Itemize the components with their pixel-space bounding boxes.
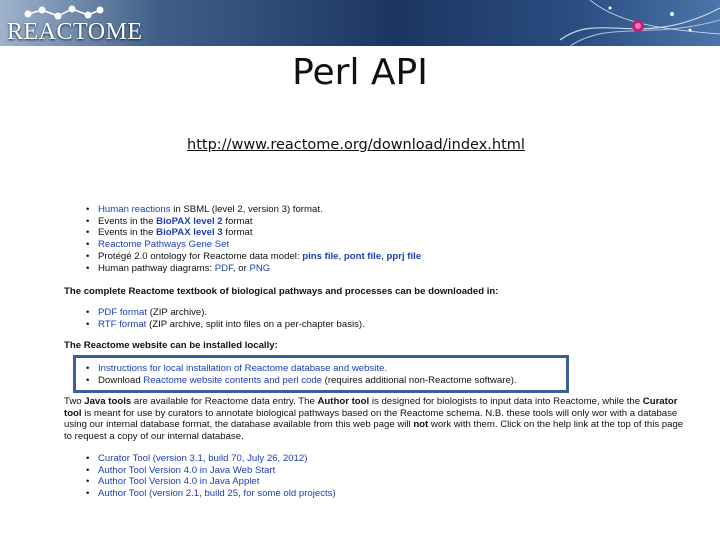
- text-segment: not: [413, 419, 429, 431]
- textbook-list: [86, 307, 365, 330]
- page-link[interactable]: Curator Tool (version 3.1, build 70, July 26, 2012): [98, 453, 308, 464]
- list-item: [86, 363, 517, 375]
- list-item: [86, 216, 421, 228]
- page-link[interactable]: Human reactions: [98, 204, 171, 215]
- text-segment: Java tools: [84, 396, 132, 407]
- page-link[interactable]: BioPAX level 3: [156, 227, 223, 239]
- text-segment: in SBML (level 2, version 3) format.: [170, 204, 323, 215]
- list-item: [86, 251, 421, 263]
- text-segment: (ZIP archive, split into files on a per-chapter basis).: [146, 318, 365, 330]
- textbook-heading: The complete Reactome textbook of biological pathways and processes can be downloaded in:: [64, 286, 499, 297]
- page-title: Perl API: [292, 52, 428, 93]
- list-item: [86, 227, 421, 239]
- page-link[interactable]: BioPAX level 2: [156, 215, 223, 227]
- text-segment: (requires additional non-Reactome software).: [322, 374, 517, 386]
- list-item: [86, 204, 421, 216]
- text-segment: Curator tool: [64, 396, 678, 419]
- page-link[interactable]: Reactome website contents and perl code: [143, 374, 322, 386]
- download-page-screenshot: [62, 190, 690, 510]
- text-segment: Author tool: [317, 396, 370, 407]
- page-link[interactable]: pont file: [343, 250, 382, 262]
- text-segment: Protégé 2.0 ontology for Reactome data model:: [98, 250, 303, 262]
- page-link[interactable]: RTF format: [98, 318, 147, 330]
- text-segment: , or: [232, 262, 250, 274]
- page-link[interactable]: pprj file: [386, 250, 422, 262]
- text-segment: Two: [64, 396, 85, 407]
- list-item: [86, 488, 336, 500]
- list-item: [86, 453, 336, 465]
- text-segment: ,: [381, 250, 387, 262]
- text-segment: format: [222, 215, 253, 227]
- page-link[interactable]: Author Tool (version 2.1, build 25, for some old projects): [98, 488, 336, 500]
- list-item: [86, 239, 421, 251]
- page-link[interactable]: Instructions for local installation of Reactome database and website.: [98, 363, 388, 374]
- java-tools-paragraph: [64, 396, 686, 443]
- decorative-swirl-graphic: [560, 0, 720, 46]
- text-segment: is designed for biologists to input data into Reactome, while the: [369, 396, 643, 407]
- reactome-banner: [0, 0, 720, 46]
- install-list: [86, 363, 517, 386]
- text-segment: format: [222, 227, 253, 239]
- formats-list: [86, 204, 421, 274]
- page-link[interactable]: PDF format: [98, 307, 148, 318]
- list-item: [86, 465, 336, 477]
- text-segment: Events in the: [98, 227, 157, 239]
- list-item: [86, 307, 365, 319]
- list-item: [86, 476, 336, 488]
- page-link[interactable]: pins file: [302, 250, 339, 262]
- text-segment: are available for Reactome data entry. The: [131, 396, 318, 407]
- text-segment: Download: [98, 374, 144, 386]
- download-page-link[interactable]: http://www.reactome.org/download/index.html: [187, 137, 525, 153]
- page-link[interactable]: Author Tool Version 4.0 in Java Web Start: [98, 464, 276, 476]
- list-item: [86, 375, 517, 387]
- text-segment: is meant for use by curators to annotate biological pathways based on the Reactome schema. N.B. these tools will only wor with a database using our internal database format, the database available from this web page will: [64, 407, 678, 431]
- text-segment: Events in the: [98, 215, 157, 227]
- text-segment: work with them. Click on the help link at the top of this page to request a copy of our internal database.: [64, 419, 684, 443]
- tools-list: [86, 453, 336, 500]
- page-link[interactable]: PDF: [214, 262, 233, 274]
- page-link[interactable]: Reactome Pathways Gene Set: [98, 239, 230, 251]
- text-segment: Human pathway diagrams:: [98, 262, 215, 274]
- install-heading: The Reactome website can be installed locally:: [64, 340, 278, 351]
- page-link[interactable]: Author Tool Version 4.0 in Java Applet: [98, 476, 260, 488]
- page-link[interactable]: PNG: [249, 262, 271, 274]
- list-item: [86, 319, 365, 331]
- text-segment: ,: [338, 250, 344, 262]
- list-item: [86, 263, 421, 275]
- reactome-logo-text: REACTOME: [7, 19, 143, 45]
- text-segment: (ZIP archive).: [147, 307, 208, 318]
